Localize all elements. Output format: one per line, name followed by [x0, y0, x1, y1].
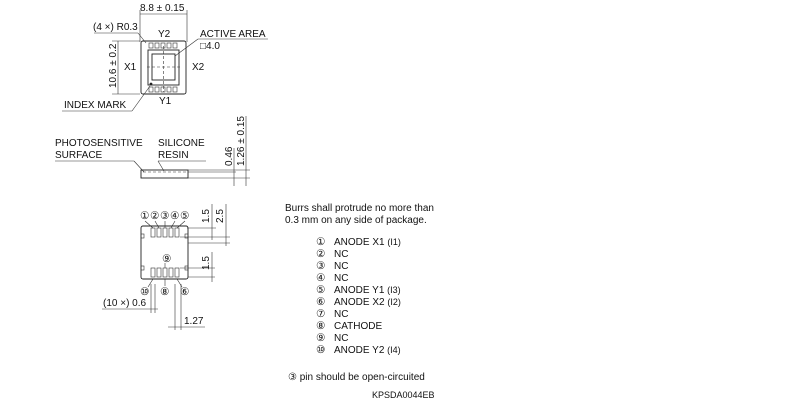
pin-list-name: ANODE Y2 (I4) — [334, 345, 401, 356]
pin-list-number: ⑨ — [316, 332, 326, 344]
notes — [285, 203, 434, 226]
bottom-view-bottom-pads — [151, 268, 179, 277]
pad-width-dimension: (10 ×) 0.6 — [103, 298, 147, 309]
pin-list-item — [316, 248, 348, 260]
pin-number-5: ⑤ — [180, 210, 190, 222]
label-y1: Y1 — [159, 96, 172, 107]
label-y2: Y2 — [158, 29, 171, 40]
height-dimension: 10.6 ± 0.2 — [108, 43, 119, 88]
burr-note-line-2: 0.3 mm on any side of package. — [285, 215, 427, 226]
thickness-dimension: 0.46 — [224, 146, 235, 166]
pin-list-name: CATHODE — [334, 321, 383, 332]
pin-list-number: ⑩ — [316, 344, 326, 356]
pin-number-1: ① — [140, 210, 150, 222]
dimension-top-1: 1.5 — [201, 209, 212, 223]
pin-list — [316, 236, 401, 356]
side-package-body — [141, 170, 188, 178]
dimension-top-2: 2.5 — [215, 209, 226, 223]
top-pads — [149, 43, 177, 48]
pin-leader-10 — [148, 279, 153, 287]
photosensitive-label-2: SURFACE — [55, 150, 103, 161]
resin-leader — [158, 161, 164, 171]
label-x2: X2 — [192, 62, 205, 73]
pin-list-name: ANODE X2 (I2) — [334, 297, 401, 308]
label-x1: X1 — [124, 62, 137, 73]
pin-number-6: ⑥ — [180, 286, 190, 298]
pin-number-3: ③ — [160, 210, 170, 222]
pin-list-number: ④ — [316, 272, 326, 284]
pin-list-name: NC — [334, 309, 349, 320]
pin-number-8: ⑧ — [160, 286, 170, 298]
pin-list-item — [316, 272, 348, 284]
pin-number-2: ② — [150, 210, 160, 222]
pin-list-number: ⑤ — [316, 284, 326, 296]
pin-list-item — [316, 236, 401, 248]
pin-leader-1 — [145, 221, 153, 228]
pin-list-number: ⑦ — [316, 308, 326, 320]
pin-list-number: ③ — [316, 260, 326, 272]
pin-list-item — [316, 284, 401, 296]
corner-radius-label: (4 ×) R0.3 — [93, 22, 138, 33]
bottom-view-top-pads — [151, 228, 179, 237]
resin-label-2: RESIN — [158, 150, 189, 161]
burr-note-line-1: Burrs shall protrude no more than — [285, 203, 434, 214]
active-area-value: □4.0 — [200, 41, 220, 52]
top-view — [62, 3, 268, 111]
pin-number-4: ④ — [170, 210, 180, 222]
resin-label-1: SILICONE — [158, 138, 205, 149]
active-area-leader — [175, 39, 198, 56]
pin-leader-2 — [155, 221, 159, 228]
pin-list-number: ② — [316, 248, 326, 260]
pin-list-name: NC — [334, 273, 349, 284]
active-area-label: ACTIVE AREA — [200, 29, 266, 40]
pin-leader-4 — [171, 221, 175, 228]
open-circuit-note: ③ pin should be open-circuited — [288, 372, 425, 383]
pin-list-number: ⑧ — [316, 320, 326, 332]
pin-list-number: ① — [316, 236, 326, 248]
index-mark-dot — [150, 83, 153, 86]
pin-list-item — [316, 260, 348, 272]
pin-list-item — [316, 296, 401, 308]
dimension-bottom: 1.5 — [201, 256, 212, 270]
pin-list-item — [316, 320, 382, 332]
bottom-pads — [149, 87, 177, 92]
drawing-code: KPSDA0044EB — [372, 390, 435, 400]
pin-list-name: NC — [334, 333, 349, 344]
pin-number-9: ⑨ — [162, 253, 172, 265]
pin-list-item — [316, 308, 348, 320]
index-mark-label: INDEX MARK — [64, 100, 127, 111]
pin-list-item — [316, 344, 401, 356]
bottom-view — [102, 204, 230, 330]
pin-list-number: ⑥ — [316, 296, 326, 308]
pin-number-10: ⑩ — [140, 286, 150, 298]
photosensitive-label-1: PHOTOSENSITIVE — [55, 138, 143, 149]
pin-list-name: ANODE X1 (I1) — [334, 237, 401, 248]
pitch-dimension: 1.27 — [184, 316, 204, 327]
pin-list-name: NC — [334, 261, 349, 272]
side-view — [55, 116, 250, 186]
pin-list-name: NC — [334, 249, 349, 260]
pin-list-item — [316, 332, 348, 344]
width-dimension: 8.8 ± 0.15 — [140, 3, 185, 14]
pin-list-name: ANODE Y1 (I3) — [334, 285, 401, 296]
pin-leader-5 — [177, 221, 185, 228]
total-height-dimension: 1.26 ± 0.15 — [236, 116, 247, 166]
